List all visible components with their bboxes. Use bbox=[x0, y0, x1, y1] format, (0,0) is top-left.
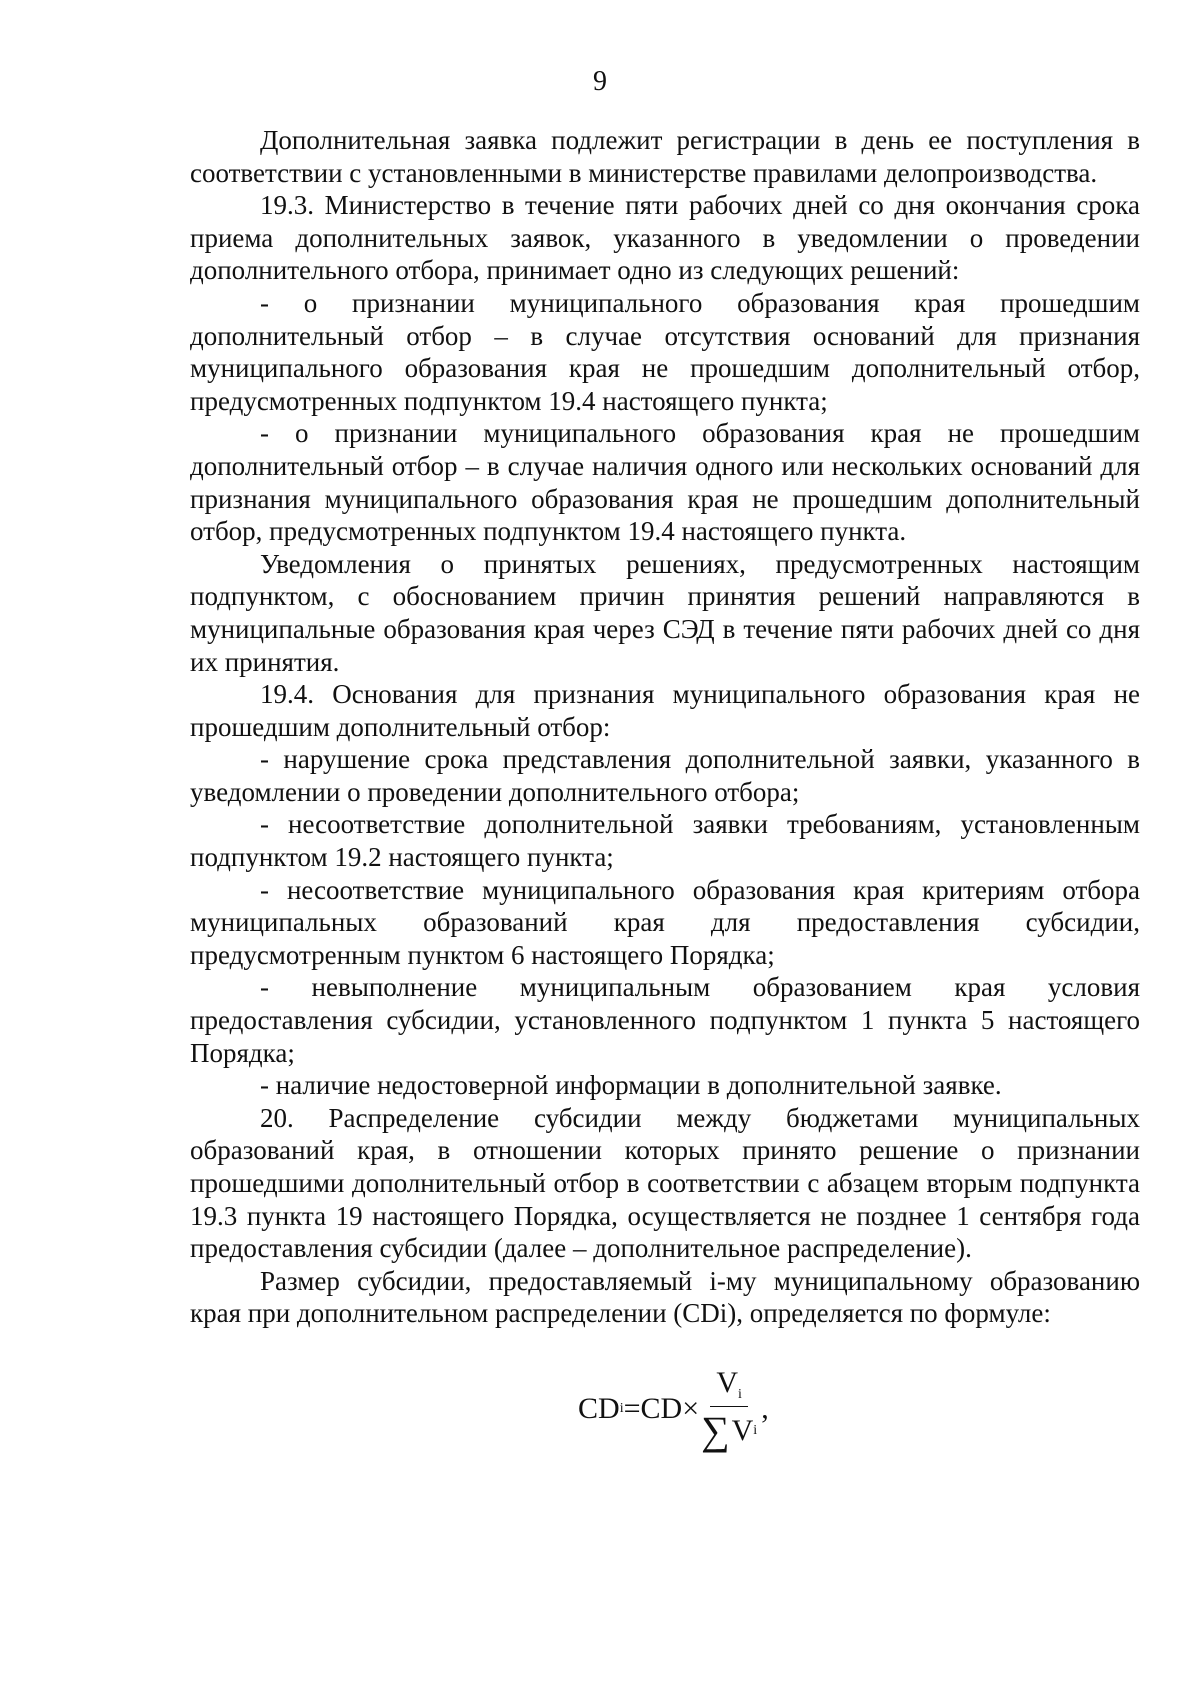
numerator-symbol: V bbox=[716, 1365, 739, 1399]
paragraph: 20. Распределение субсидии между бюджетами муниципальных образований края, в отношении которых принято решение о признании прошедшими дополнительный отбор в соответствии с абзацем вторым подпункта 19.3 пункта 19 настоящего Порядка, осуществляется не позднее 1 сентября года предоставления субсидии (далее – дополнительное распределение). bbox=[190, 1102, 1140, 1264]
paragraph: 19.3. Министерство в течение пяти рабочих дней со дня окончания срока приема дополнительных заявок, указанного в уведомлении о проведении дополнительного отбора, принимает одно из следующих решений: bbox=[190, 190, 1140, 286]
paragraph: Уведомления о принятых решениях, предусмотренных настоящим подпунктом, с обоснованием причин принятия решений направляются в муниципальные образования края через СЭД в течение пяти рабочих дней со дня их принятия. bbox=[190, 548, 1140, 677]
document-body bbox=[190, 124, 1140, 1451]
list-item: - о признании муниципального образования края прошедшим дополнительный отбор – в случае отсутствия оснований для признания муниципального образования края не прошедшим дополнительный отбор, предусмотренных подпунктом 19.4 настоящего пункта; bbox=[190, 287, 1140, 416]
formula-fraction bbox=[701, 1365, 758, 1453]
list-item: - наличие недостоверной информации в дополнительной заявке. bbox=[260, 1070, 1002, 1101]
formula-lhs: CD bbox=[578, 1392, 620, 1426]
page-number: 9 bbox=[593, 66, 607, 97]
list-item: - несоответствие муниципального образования края критериям отбора муниципальных образований края для предоставления субсидии, предусмотренным пунктом 6 настоящего Порядка; bbox=[190, 874, 1140, 970]
formula-trailing-comma: , bbox=[761, 1392, 769, 1426]
formula-equals: = bbox=[623, 1392, 641, 1426]
formula-rhs-factor: CD bbox=[640, 1392, 683, 1426]
denominator-subscript: i bbox=[753, 1422, 758, 1438]
list-item: - о признании муниципального образования края не прошедшим дополнительный отбор – в случае наличия одного или нескольких оснований для признания муниципального образования края не прошедшим дополнительный отбор, предусмотренных подпунктом 19.4 настоящего пункта. bbox=[190, 418, 1140, 547]
numerator-subscript: i bbox=[738, 1386, 742, 1402]
list-item: - нарушение срока представления дополнительной заявки, указанного в уведомлении о проведении дополнительного отбора; bbox=[190, 744, 1140, 807]
formula-times: × bbox=[682, 1392, 700, 1426]
formula-numerator bbox=[710, 1365, 748, 1407]
list-item: - невыполнение муниципальным образованием края условия предоставления субсидии, установленного подпунктом 1 пункта 5 настоящего Порядка; bbox=[190, 972, 1140, 1068]
paragraph: Размер субсидии, предоставляемый i-му муниципальному образованию края при дополнительном распределении (CDi), определяется по формуле: bbox=[190, 1265, 1140, 1329]
formula bbox=[578, 1365, 1140, 1453]
denominator-symbol: V bbox=[731, 1413, 754, 1447]
paragraph: Дополнительная заявка подлежит регистрации в день ее поступления в соответствии с установленными в министерстве правилами делопроизводства. bbox=[190, 125, 1140, 188]
list-item: - несоответствие дополнительной заявки требованиям, установленным подпунктом 19.2 настоящего пункта; bbox=[190, 809, 1140, 873]
formula-denominator bbox=[701, 1407, 757, 1451]
paragraph: 19.4. Основания для признания муниципального образования края не прошедшим дополнительный отбор: bbox=[190, 679, 1140, 742]
sum-symbol: ∑ bbox=[701, 1407, 730, 1453]
formula-lhs-subscript: i bbox=[619, 1401, 624, 1417]
